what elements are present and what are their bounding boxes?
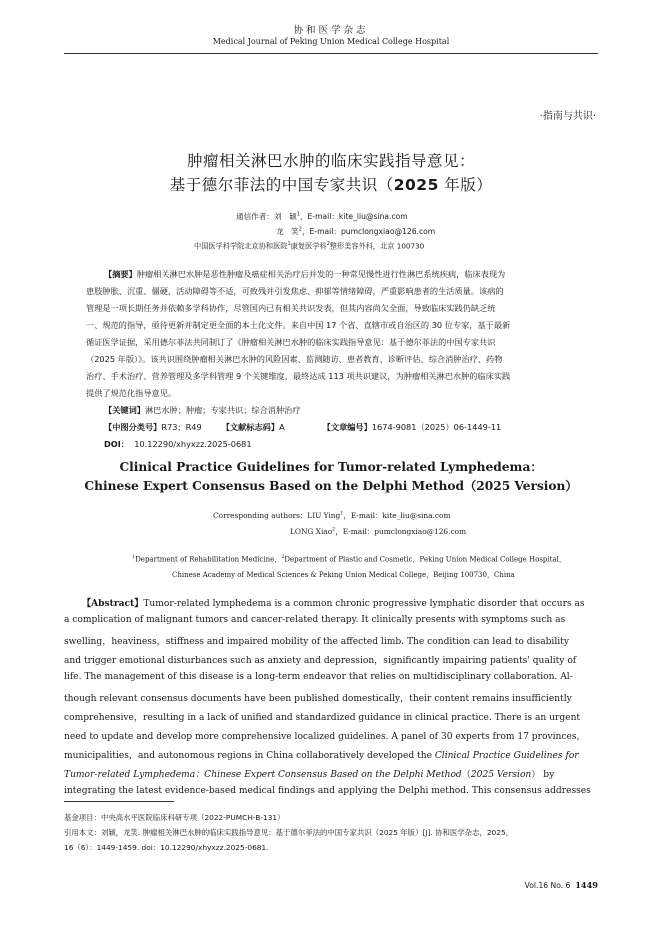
affiliation-cn-mark2: 2: [326, 241, 330, 247]
abstract-en-line: a complication of malignant tumors and cancer-related therapy. It clinically presents with symptoms such as: [64, 615, 566, 625]
author-cn-1-email: ，E-mail：kite_liu@sina.com: [299, 212, 408, 221]
abstract-en-line: though relevant consensus documents have been published domestically，their content remains insufficiently: [64, 694, 572, 704]
affiliation-en-line2: Chinese Academy of Medical Sciences & Peking Union Medical College，Beijing 100730，China: [172, 571, 515, 579]
abstract-cn-line: 提供了规范化指导意见。: [86, 388, 177, 398]
doc-code-value: A: [279, 422, 285, 432]
abstract-cn-line: 循证医学证据，采用德尔菲法共同制订了《肿瘤相关淋巴水肿的临床实践指导意见：基于德尔菲法的中国专家共识: [86, 337, 496, 347]
abstract-en-line: and trigger emotional disturbances such as anxiety and depression，significantly impairing patients' quality of: [64, 656, 577, 666]
keywords-cn-label: 【关键词】: [104, 405, 145, 415]
affiliation-en-b: Department of Plastic and Cosmetic，Peking Union Medical College Hospital，: [284, 555, 566, 564]
author-en-1: [213, 510, 450, 521]
footnote-divider: [64, 801, 174, 802]
column-label: ·指南与共识·: [539, 111, 596, 122]
authors-cn-label: 通信作者：: [236, 212, 274, 221]
author-cn-2: [276, 226, 435, 237]
title-cn-line2: [0, 173, 662, 195]
article-number-value: 1674-9081（2025）06-1449-11: [371, 422, 502, 432]
author-en-2-name: LONG Xiao: [290, 527, 333, 536]
abstract-en-line: [64, 767, 554, 780]
abstract-en-line: need to update and develop more comprehensive localized guidelines. A panel of 30 experts from 17 provinces，: [64, 732, 586, 742]
affiliation-cn: [194, 241, 424, 251]
affiliation-en-line1: [132, 554, 566, 564]
abstract-en-label: 【Abstract】: [82, 598, 144, 609]
title-cn-line1: 肿瘤相关淋巴水肿的临床实践指导意见：: [186, 152, 475, 170]
citation-line2: 16（6）：1449-1459. doi：10.12290/xhyxzz.2025-0681.: [64, 843, 269, 852]
fund-note: [64, 812, 285, 823]
doi-row: [104, 439, 252, 450]
authors-en-label: Corresponding authors：: [213, 511, 308, 520]
affiliation-cn-c: 整形美容外科，北京 100730: [329, 241, 425, 251]
abstract-en-l10-italic: Tumor-related Lymphedema：Chinese Expert Consensus Based on the Delphi Method: [64, 770, 462, 780]
clc-value: R73；R49: [161, 422, 202, 432]
abstract-en-l9-italic: Clinical Practice Guidelines for: [434, 751, 579, 761]
abstract-en-l9a: municipalities，and autonomous regions in China collaboratively developed the: [64, 751, 435, 761]
abstract-en-line: comprehensive，resulting in a lack of unified and standardized guidance in clinical practice. There is an urgent: [64, 713, 581, 723]
abstract-cn-line: 治疗、手术治疗、营养管理及多学科管理 9 个关键维度，最终达成 113 项共识建议，为肿瘤相关淋巴水肿的临床实践: [86, 371, 511, 381]
affiliation-en-a: Department of Rehabilitation Medicine，: [135, 555, 282, 564]
author-cn-2-mark: 2: [298, 226, 302, 233]
author-en-1-email: ，E-mail：kite_liu@sina.com: [343, 511, 451, 520]
classification-row: [104, 422, 501, 433]
title-en-line1: Clinical Practice Guidelines for Tumor-related Lymphedema：: [119, 460, 543, 474]
title-cn-line2-a: 基于德尔菲法的中国专家共识（: [169, 176, 394, 194]
author-en-2: [290, 526, 466, 537]
author-cn-1-mark: 1: [296, 211, 300, 218]
abstract-cn-line: 患肢肿胀、沉重、僵硬、活动障碍等不适，可致残并引发焦虑、抑郁等情绪障碍，严重影响患者的生活质量。该病的: [86, 286, 504, 296]
doc-code-label: 【文献标志码】: [221, 422, 280, 432]
affiliation-cn-a: 中国医学科学院北京协和医院: [194, 241, 288, 251]
abstract-cn-line: （2025 年版）》。该共识围绕肿瘤相关淋巴水肿的风险因素、监测随访、患者教育、诊断评估、综合消肿治疗、药物: [86, 354, 503, 364]
fund-value: 中央高水平医院临床科研专项（2022-PUMCH-B-131）: [100, 813, 285, 822]
header-divider: [64, 53, 598, 54]
abstract-en-text: Tumor-related lymphedema is a common chronic progressive lymphatic disorder that occurs as: [143, 599, 585, 609]
cite-label: 引用本文：: [64, 828, 101, 837]
abstract-en-line: swelling，heaviness，stiffness and impaired mobility of the affected limb. The condition can lead to disability: [64, 637, 569, 647]
page-number: 1449: [575, 880, 598, 890]
title-cn-year: 2025: [393, 176, 439, 194]
author-cn-2-email: ，E-mail：pumclongxiao@126.com: [301, 227, 436, 236]
abstract-cn-line: 管理是一项长期任务并依赖多学科协作，尽管国内已有相关共识发表，但其内容尚欠全面，导致临床实践仍缺乏统: [86, 303, 496, 313]
author-cn-1: [236, 211, 408, 222]
citation-line1: [64, 827, 513, 838]
title-cn-line2-b: 年版）: [438, 176, 493, 194]
abstract-en-l10b: （: [461, 770, 471, 780]
abstract-cn-label: 【摘要】: [104, 269, 137, 279]
journal-name-en: Medical Journal of Peking Union Medical College Hospital: [212, 37, 450, 46]
abstract-en-line: integrating the latest evidence-based medical findings and applying the Delphi method. This consensus addresses: [64, 786, 591, 796]
affiliation-cn-b: 康复医学科: [290, 241, 327, 251]
doi-label: DOI：: [104, 439, 129, 449]
fund-label: 基金项目：: [64, 813, 101, 822]
author-en-2-email: ，E-mail：pumclongxiao@126.com: [335, 527, 467, 536]
clc-label: 【中图分类号】: [104, 422, 162, 432]
article-number-label: 【文章编号】: [322, 422, 372, 432]
journal-name-cn: 协和医学杂志: [293, 25, 369, 36]
title-en-line2: Chinese Expert Consensus Based on the Delphi Method（2025 Version）: [84, 479, 578, 493]
abstract-en-l10c: ） by: [531, 770, 555, 780]
abstract-cn-line: 一、规范的指导，亟待更新并制定更全面的本土化文件。来自中国 17 个省、直辖市或自治区的 30 位专家，基于最新: [86, 320, 511, 330]
abstract-en-line: life. The management of this disease is a long-term endeavor that relies on multidisciplinary collaboration. Al-: [64, 672, 573, 682]
abstract-cn-text: 肿瘤相关淋巴水肿是恶性肿瘤及癌症相关治疗后并发的一种常见慢性进行性淋巴系统疾病，临床表现为: [136, 269, 506, 279]
author-cn-2-name: 龙 笑: [276, 227, 299, 236]
doi-value: 10.12290/xhyxzz.2025-0681: [134, 439, 252, 449]
abstract-cn-line: [104, 269, 505, 280]
author-en-1-name: LIU Ying: [307, 511, 341, 520]
volume-issue: Vol.16 No. 6: [524, 881, 571, 890]
page-folio: [525, 880, 598, 890]
abstract-en-line: [82, 596, 585, 609]
affiliation-cn-mark1: 1: [287, 241, 291, 247]
keywords-cn-text: 淋巴水肿；肿瘤；专家共识；综合消肿治疗: [144, 405, 301, 415]
affiliation-en-mark1: 1: [132, 554, 136, 560]
affiliation-en-mark2: 2: [281, 554, 285, 560]
author-cn-1-name: 刘 颖: [273, 212, 297, 221]
keywords-cn: [104, 405, 301, 416]
author-en-2-mark: 2: [332, 526, 336, 533]
author-en-1-mark: 1: [340, 510, 344, 517]
abstract-en-line: [64, 748, 579, 761]
abstract-en-l10-version: 2025 Version: [470, 770, 532, 780]
cite-text: 刘颖，龙笑. 肿瘤相关淋巴水肿的临床实践指导意见：基于德尔菲法的中国专家共识（2025 年版）[J]. 协和医学杂志，2025，: [100, 828, 514, 837]
